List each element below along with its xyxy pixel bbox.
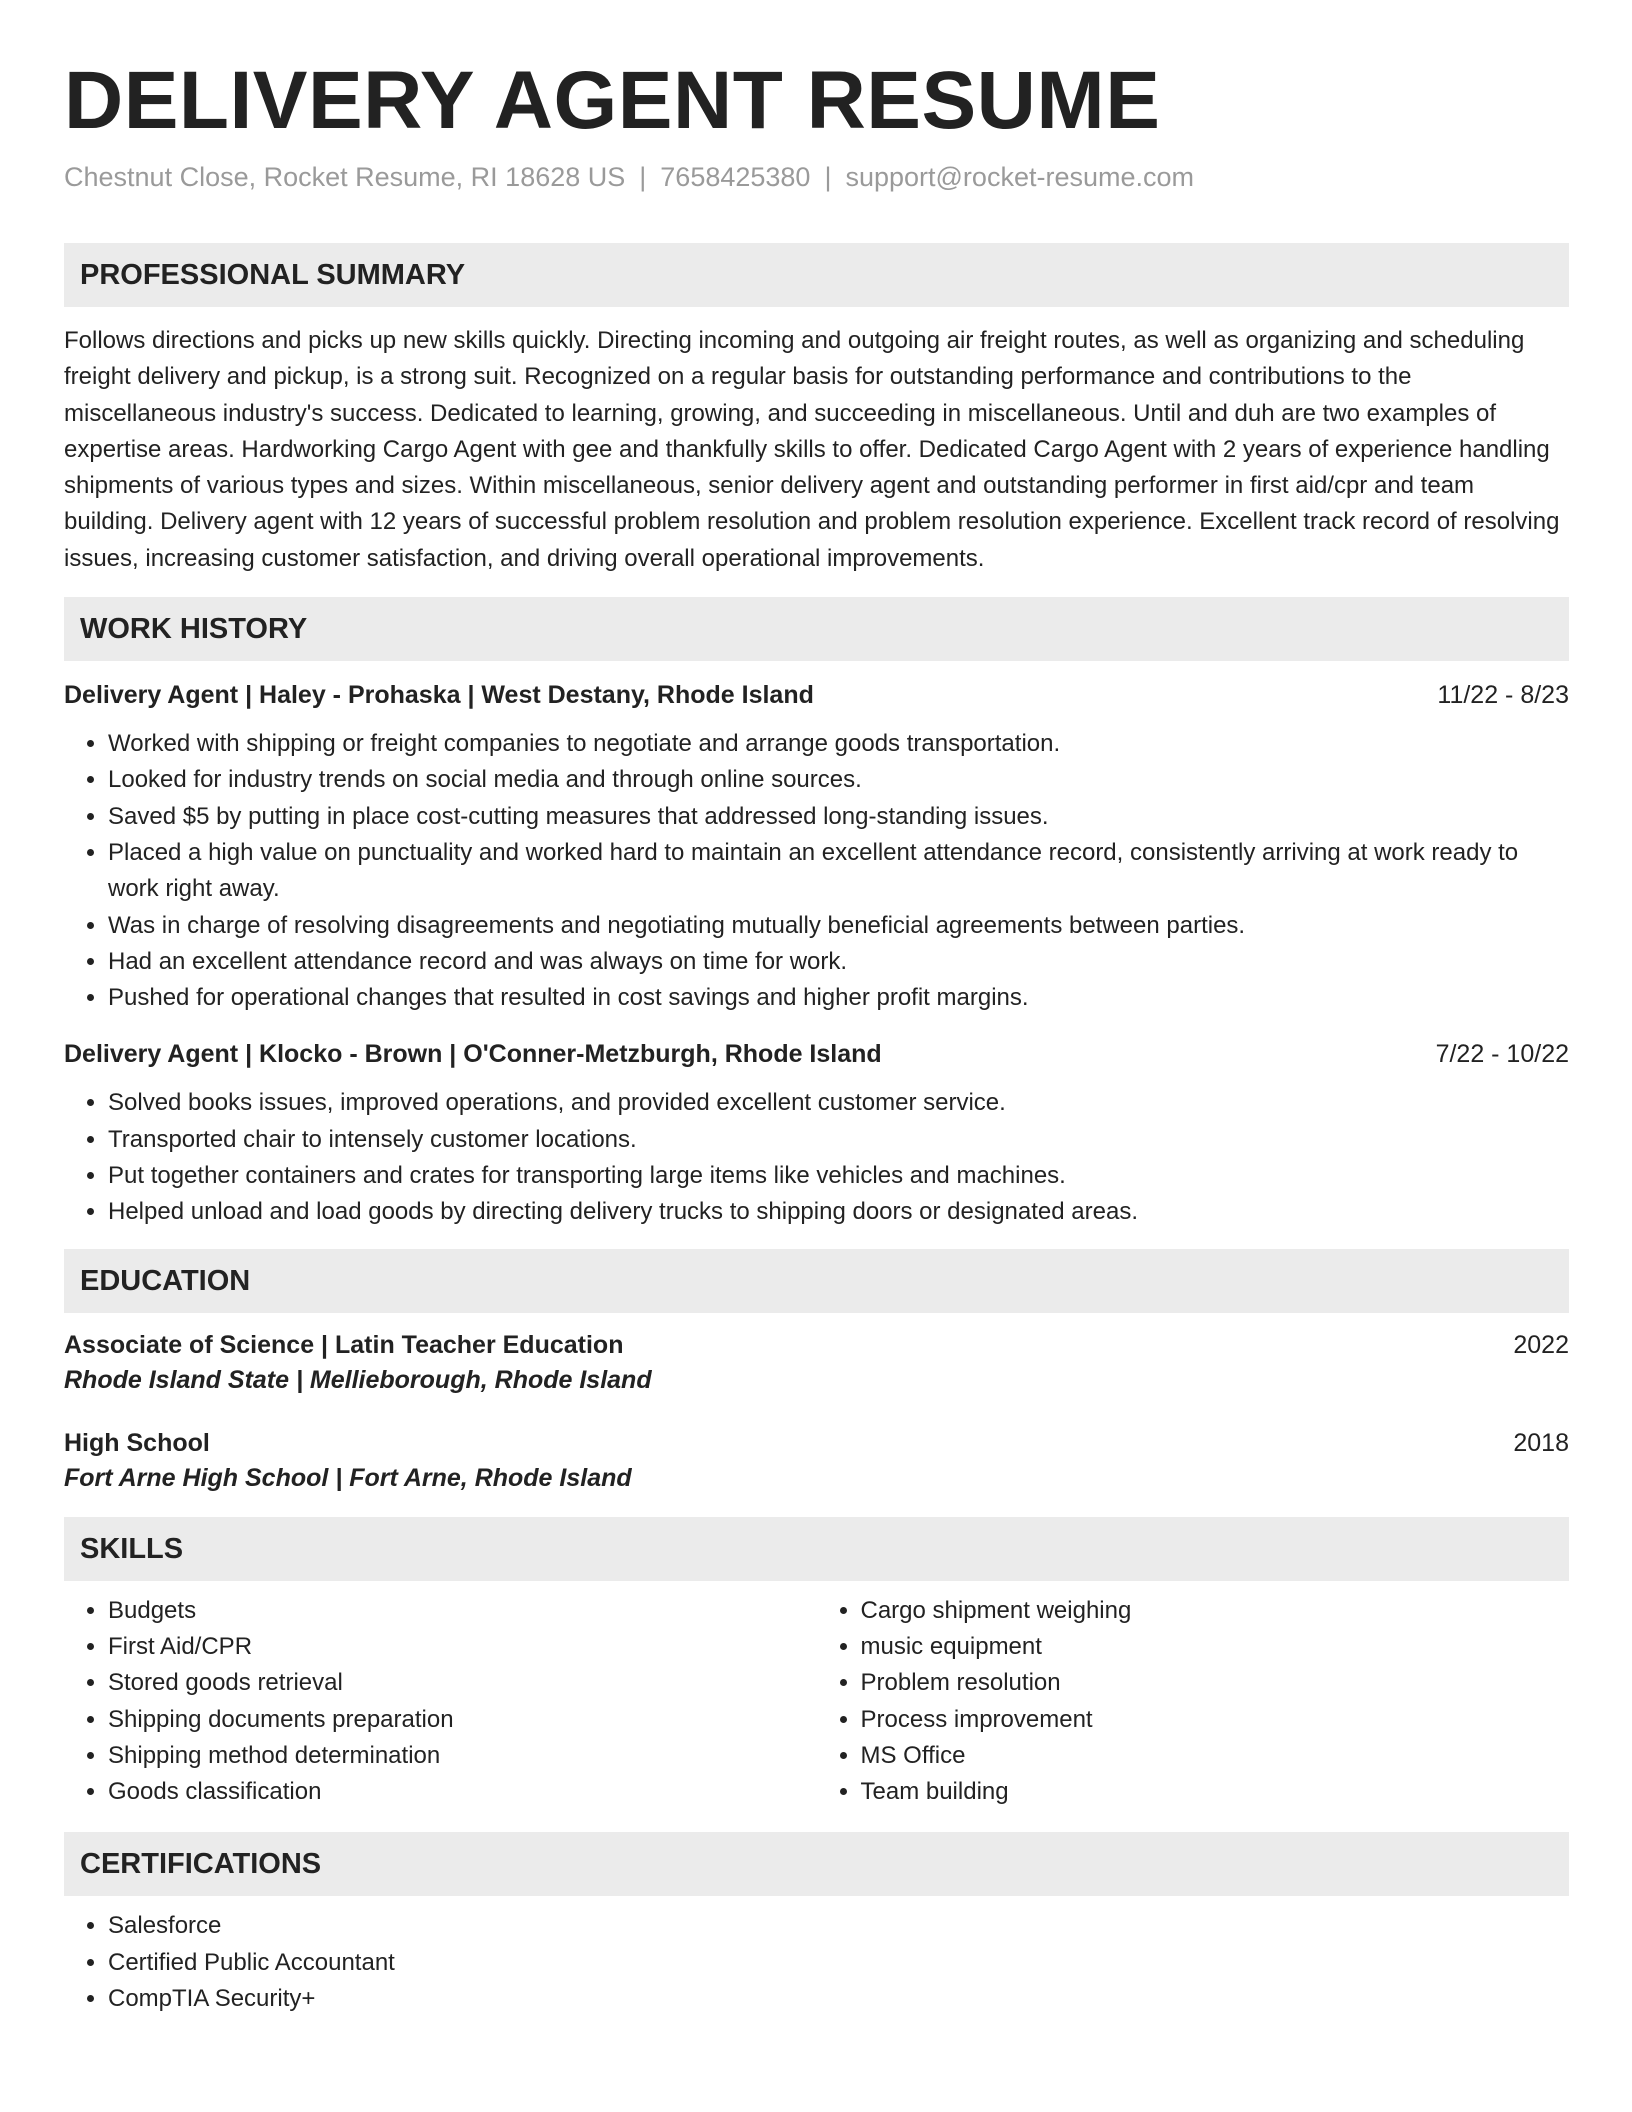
education-entry [64, 1429, 1569, 1493]
job-header [64, 681, 1569, 710]
list-item: • Transported chair to intensely customer locations. [108, 1122, 1569, 1158]
skills-columns [64, 1593, 1569, 1811]
job-entry [64, 1040, 1569, 1230]
contact-address: Chestnut Close, Rocket Resume, RI 18628 US [64, 162, 626, 192]
contact-phone: 7658425380 [660, 162, 811, 192]
education-school: Rhode Island State | Mellieborough, Rhode Island [64, 1365, 652, 1394]
list-item: • MS Office [861, 1738, 1570, 1774]
summary-text: Follows directions and picks up new skills quickly. Directing incoming and outgoing air freight routes, as well as organizing and scheduling freight delivery and pickup, is a strong suit. Recognized on a regular basis for outstanding performance and contributions to the miscellaneous industry's success. Dedicated to learning, growing, and succeeding in miscellaneous. Until and duh are two examples of expertise areas. Hardworking Cargo Agent with gee and thankfully skills to offer. Dedicated Cargo Agent with 2 years of experience handling shipments of various types and sizes. Within miscellaneous, senior delivery agent and outstanding performer in first aid/cpr and team building. Delivery agent with 12 years of successful problem resolution and problem resolution experience. Excellent track record of resolving issues, increasing customer satisfaction, and driving overall operational improvements. [64, 327, 1560, 572]
list-item: • Goods classification [108, 1774, 817, 1810]
resume-title: DELIVERY AGENT RESUME [64, 55, 1161, 146]
job-bullets [64, 1085, 1569, 1230]
contact-line [64, 162, 1569, 193]
education-header [64, 1429, 1569, 1458]
list-item: • Placed a high value on punctuality and worked hard to maintain an excellent attendance record, consistently arriving at work ready to work right away. [108, 835, 1569, 908]
contact-separator: | [639, 162, 647, 192]
list-item: • Looked for industry trends on social media and through online sources. [108, 762, 1569, 798]
job-title: Delivery Agent | Haley - Prohaska | West Destany, Rhode Island [64, 681, 814, 710]
list-item: • Budgets [108, 1593, 817, 1629]
list-item: • Team building [861, 1774, 1570, 1810]
skills-list-right [817, 1593, 1570, 1811]
education-header [64, 1331, 1569, 1360]
list-item: • Process improvement [861, 1702, 1570, 1738]
education-year: 2022 [1513, 1330, 1569, 1359]
list-item: • Salesforce [108, 1908, 1569, 1944]
job-bullets [64, 726, 1569, 1016]
section-heading-education: EDUCATION [64, 1249, 1569, 1313]
list-item: • Saved $5 by putting in place cost-cutting measures that addressed long-standing issues. [108, 799, 1569, 835]
list-item: • Shipping method determination [108, 1738, 817, 1774]
education-degree: Associate of Science | Latin Teacher Education [64, 1330, 624, 1359]
list-item: • Was in charge of resolving disagreements and negotiating mutually beneficial agreements between parties. [108, 908, 1569, 944]
job-header [64, 1040, 1569, 1069]
list-item: • Helped unload and load goods by directing delivery trucks to shipping doors or designated areas. [108, 1194, 1569, 1230]
list-item: • Pushed for operational changes that resulted in cost savings and higher profit margins. [108, 980, 1569, 1016]
list-item: • music equipment [861, 1629, 1570, 1665]
list-item: • Certified Public Accountant [108, 1945, 1569, 1981]
job-title: Delivery Agent | Klocko - Brown | O'Conner-Metzburgh, Rhode Island [64, 1040, 882, 1069]
list-item: • Shipping documents preparation [108, 1702, 817, 1738]
list-item: • Worked with shipping or freight companies to negotiate and arrange goods transportation. [108, 726, 1569, 762]
section-heading-summary: PROFESSIONAL SUMMARY [64, 243, 1569, 307]
certifications-list [64, 1908, 1569, 2017]
job-dates: 7/22 - 10/22 [1435, 1040, 1569, 1069]
list-item: • Cargo shipment weighing [861, 1593, 1570, 1629]
job-entry [64, 681, 1569, 1016]
section-heading-work: WORK HISTORY [64, 597, 1569, 661]
list-item: • Stored goods retrieval [108, 1665, 817, 1701]
contact-separator: | [824, 162, 832, 192]
skills-list-left [64, 1593, 817, 1811]
list-item: • Had an excellent attendance record and was always on time for work. [108, 944, 1569, 980]
list-item: • CompTIA Security+ [108, 1981, 1569, 2017]
list-item: • Solved books issues, improved operations, and provided excellent customer service. [108, 1085, 1569, 1121]
list-item: • Put together containers and crates for transporting large items like vehicles and machines. [108, 1158, 1569, 1194]
education-degree: High School [64, 1428, 210, 1457]
education-entry [64, 1331, 1569, 1395]
education-school: Fort Arne High School | Fort Arne, Rhode Island [64, 1463, 632, 1492]
resume-page [64, 0, 1569, 2017]
section-heading-certifications: CERTIFICATIONS [64, 1832, 1569, 1896]
education-year: 2018 [1513, 1428, 1569, 1457]
list-item: • First Aid/CPR [108, 1629, 817, 1665]
section-heading-skills: SKILLS [64, 1517, 1569, 1581]
list-item: • Problem resolution [861, 1665, 1570, 1701]
job-dates: 11/22 - 8/23 [1437, 681, 1569, 710]
contact-email: support@rocket-resume.com [845, 162, 1194, 192]
